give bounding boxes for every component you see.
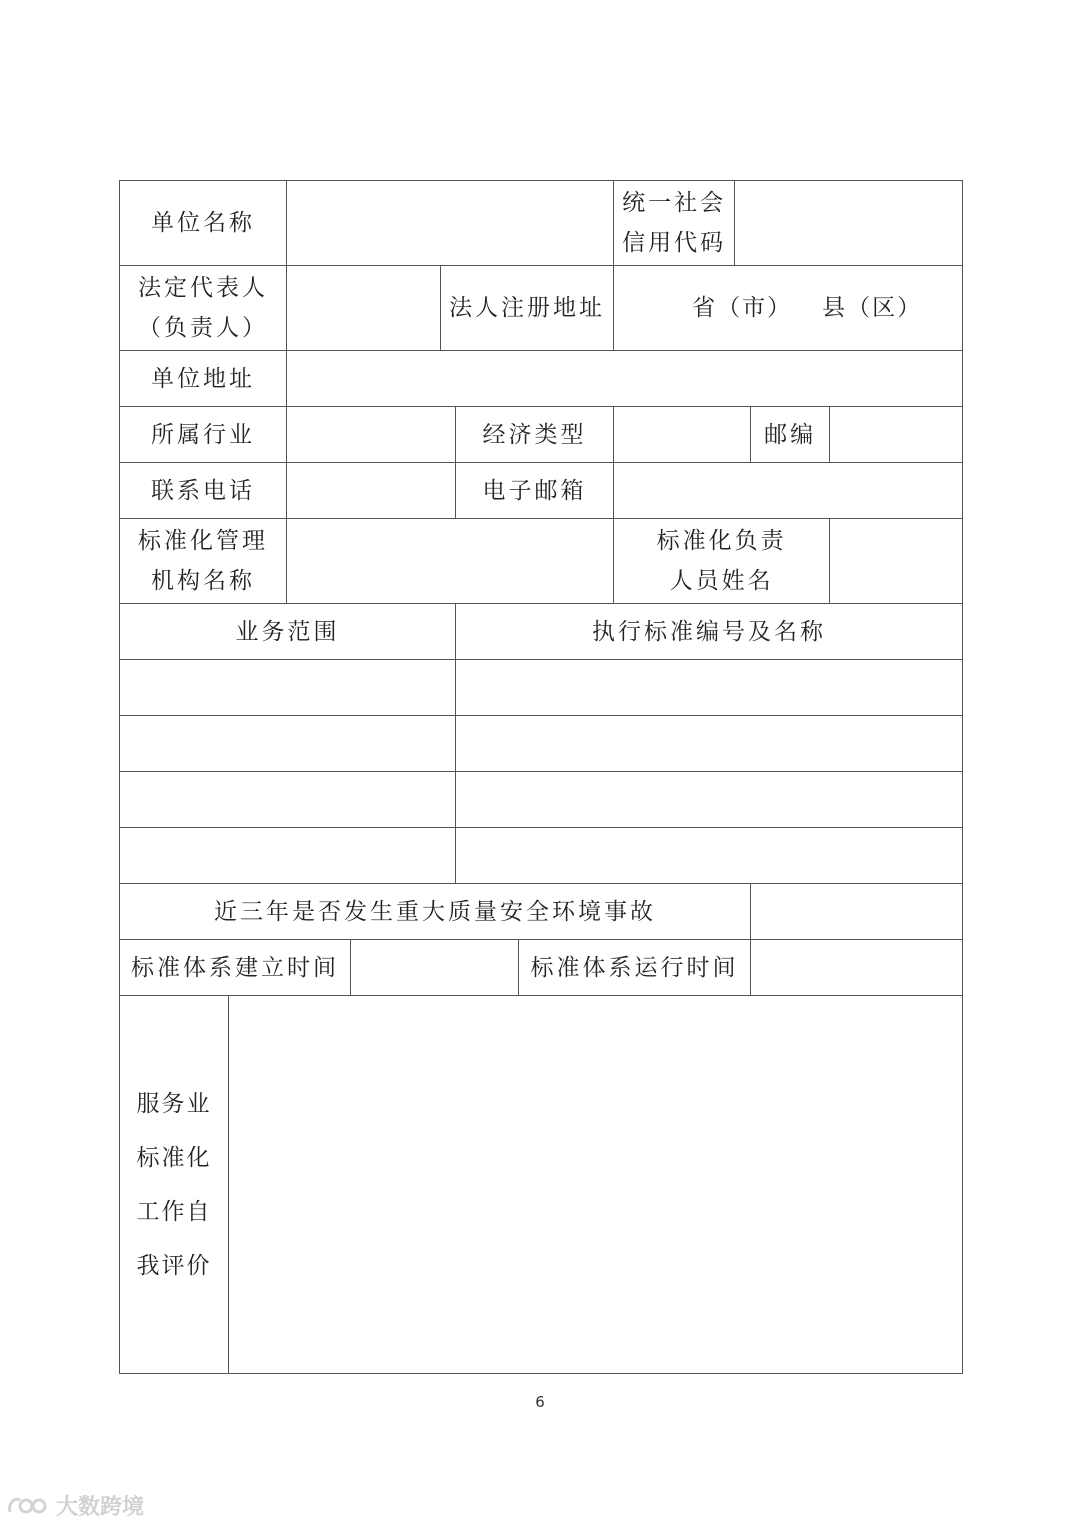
std-person-field[interactable] [830, 519, 963, 604]
standard-name-cell[interactable] [456, 716, 963, 772]
unit-name-label: 单位名称 [120, 181, 287, 266]
system-running-field[interactable] [751, 940, 963, 996]
system-established-field[interactable] [351, 940, 519, 996]
business-scope-cell[interactable] [120, 660, 456, 716]
economic-type-field[interactable] [614, 407, 751, 463]
page-number: 6 [535, 1393, 545, 1411]
std-org-field[interactable] [287, 519, 614, 604]
business-scope-cell[interactable] [120, 828, 456, 884]
postcode-field[interactable] [830, 407, 963, 463]
phone-field[interactable] [287, 463, 456, 519]
credit-code-label: 统一社会 信用代码 [614, 181, 735, 266]
legal-rep-label: 法定代表人 （负责人） [120, 266, 287, 351]
province-label: 省（市） [692, 295, 793, 321]
industry-label: 所属行业 [120, 407, 287, 463]
phone-label: 联系电话 [120, 463, 287, 519]
registration-form-table [119, 180, 963, 1374]
email-label: 电子邮箱 [456, 463, 614, 519]
standard-name-cell[interactable] [456, 772, 963, 828]
system-running-label: 标准体系运行时间 [519, 940, 751, 996]
standard-name-header: 执行标准编号及名称 [456, 604, 963, 660]
system-established-label: 标准体系建立时间 [120, 940, 351, 996]
email-field[interactable] [614, 463, 963, 519]
economic-type-label: 经济类型 [456, 407, 614, 463]
business-scope-cell[interactable] [120, 772, 456, 828]
standard-name-cell[interactable] [456, 828, 963, 884]
std-person-label: 标准化负责 人员姓名 [614, 519, 830, 604]
watermark-logo-icon [6, 1494, 50, 1518]
standard-name-cell[interactable] [456, 660, 963, 716]
watermark [6, 1490, 144, 1521]
business-scope-cell[interactable] [120, 716, 456, 772]
county-label: 县（区） [822, 295, 923, 321]
unit-name-field[interactable] [287, 181, 614, 266]
legal-address-label: 法人注册地址 [441, 266, 614, 351]
credit-code-field[interactable] [735, 181, 963, 266]
accident-answer-field[interactable] [751, 884, 963, 940]
watermark-text: 大数跨境 [56, 1495, 145, 1520]
postcode-label: 邮编 [751, 407, 830, 463]
industry-field[interactable] [287, 407, 456, 463]
accident-question-label: 近三年是否发生重大质量安全环境事故 [120, 884, 751, 940]
self-eval-label: 服务业 标准化 工作自 我评价 [120, 996, 229, 1374]
self-eval-field[interactable] [229, 996, 963, 1374]
unit-address-field[interactable] [287, 351, 963, 407]
business-scope-header: 业务范围 [120, 604, 456, 660]
std-org-label: 标准化管理 机构名称 [120, 519, 287, 604]
unit-address-label: 单位地址 [120, 351, 287, 407]
legal-address-field[interactable] [614, 266, 963, 351]
legal-rep-field[interactable] [287, 266, 441, 351]
